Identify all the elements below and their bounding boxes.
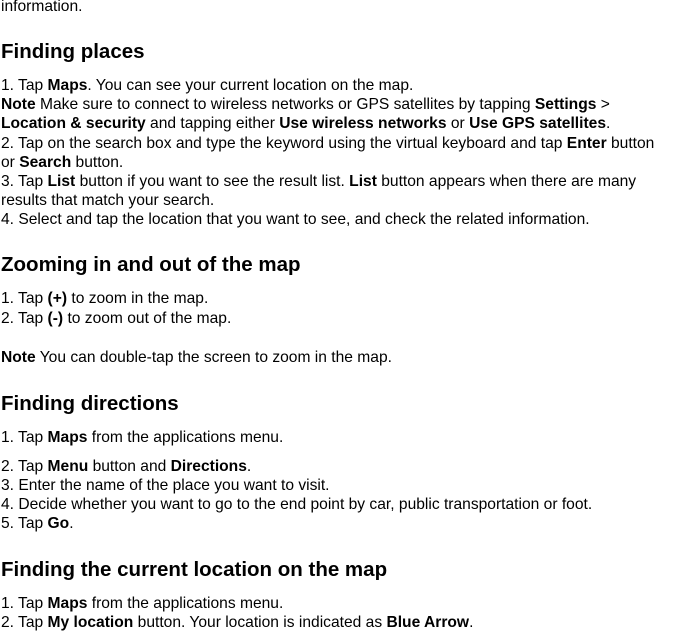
- directions-step-5: 5. Tap Go.: [1, 515, 74, 532]
- places-note-cont: Location & security and tapping either Use wireless networks or Use GPS satellites.: [1, 115, 611, 132]
- intro-text: information.: [1, 0, 83, 15]
- heading-zooming: Zooming in and out of the map: [1, 253, 301, 276]
- zoom-step-2: 2. Tap (-) to zoom out of the map.: [1, 310, 232, 327]
- directions-step-4: 4. Decide whether you want to go to the end point by car, public transportation or foot.: [1, 496, 593, 513]
- places-step-3-cont: results that match your search.: [1, 192, 215, 209]
- directions-step-1: 1. Tap Maps from the applications menu.: [1, 429, 284, 446]
- heading-current-location: Finding the current location on the map: [1, 558, 388, 581]
- heading-finding-places: Finding places: [1, 40, 145, 63]
- location-step-2: 2. Tap My location button. Your location is indicated as Blue Arrow.: [1, 614, 474, 631]
- places-step-3: 3. Tap List button if you want to see the result list. List button appears when there are many: [1, 173, 637, 190]
- zoom-note: Note You can double-tap the screen to zoom in the map.: [1, 349, 392, 366]
- directions-step-3: 3. Enter the name of the place you want to visit.: [1, 477, 330, 494]
- location-step-1: 1. Tap Maps from the applications menu.: [1, 595, 284, 612]
- zoom-step-1: 1. Tap (+) to zoom in the map.: [1, 290, 209, 307]
- heading-directions: Finding directions: [1, 392, 179, 415]
- places-step-1: 1. Tap Maps. You can see your current location on the map.: [1, 77, 414, 94]
- places-note: Note Make sure to connect to wireless networks or GPS satellites by tapping Settings >: [1, 96, 610, 113]
- places-step-2-cont: or Search button.: [1, 154, 124, 171]
- directions-step-2: 2. Tap Menu button and Directions.: [1, 458, 252, 475]
- places-step-4: 4. Select and tap the location that you want to see, and check the related information.: [1, 211, 590, 228]
- places-step-2: 2. Tap on the search box and type the keyword using the virtual keyboard and tap Enter button: [1, 135, 655, 152]
